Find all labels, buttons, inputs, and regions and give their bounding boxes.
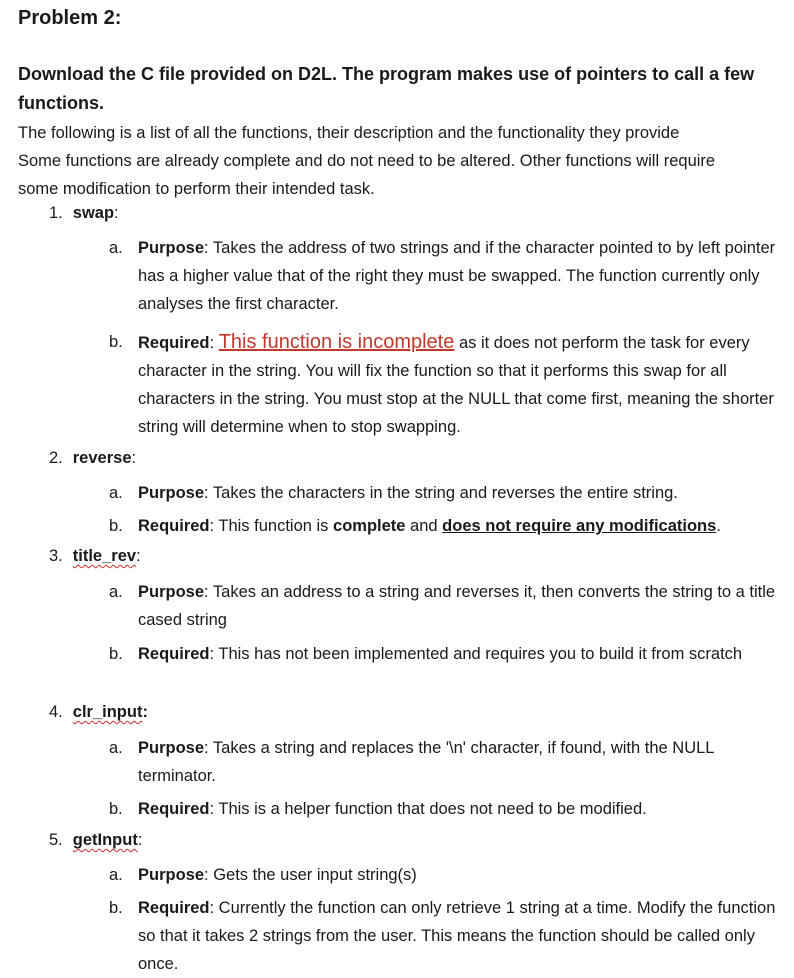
- sub-letter: b.: [109, 517, 123, 535]
- purpose-label: Purpose: [138, 866, 205, 884]
- sub-letter: a.: [109, 866, 123, 884]
- function-name: getInput: [72, 831, 138, 849]
- intro-paragraph: [18, 119, 794, 203]
- required-text: .: [716, 517, 721, 535]
- sub-letter: b.: [109, 899, 123, 917]
- title-rev-required: [109, 640, 789, 668]
- intro-line: Some functions are already complete and do not need to be altered. Other functions will require: [18, 152, 716, 170]
- purpose-text: : Takes the address of two strings and if the character pointed to by left pointer has a higher value that of the right they must be swapped. The function currently only analyses the first character.: [138, 239, 776, 313]
- no-modification-phrase: does not require any modifications: [442, 517, 717, 535]
- colon: :: [137, 831, 143, 849]
- complete-word: complete: [333, 517, 406, 535]
- getinput-purpose: [109, 861, 789, 889]
- swap-required: b. Required: This function is incomplete as it does not perform the task for every character in the string. You will fix the function so that it performs this swap for all characters in the string. You must stop at the NULL that come first, meaning the shorter string will determine when to stop swapping.: [109, 328, 789, 441]
- item-number: 3.: [49, 547, 63, 565]
- required-text: and: [405, 517, 443, 535]
- function-name: clr_input: [72, 703, 143, 721]
- sub-letter: a.: [109, 484, 123, 502]
- sub-letter: b.: [109, 800, 123, 818]
- purpose-text: : Takes the characters in the string and reverses the entire string.: [204, 484, 678, 502]
- list-item-title-rev: [49, 547, 141, 566]
- required-text: : This has not been implemented and requires you to build it from scratch: [209, 645, 743, 663]
- swap-purpose: [109, 234, 789, 318]
- problem-heading: Problem 2:: [18, 7, 122, 29]
- purpose-label: Purpose: [138, 739, 205, 757]
- item-number: 2.: [49, 449, 63, 467]
- sub-letter: a.: [109, 239, 123, 257]
- function-name: title_rev: [72, 547, 137, 565]
- function-name: swap: [72, 204, 115, 222]
- item-number: 1.: [49, 204, 63, 222]
- item-number: 4.: [49, 703, 63, 721]
- required-label: Required: [138, 517, 210, 535]
- required-text: : This function is: [209, 517, 334, 535]
- purpose-text: : Takes an address to a string and reverses it, then converts the string to a title cased string: [138, 583, 776, 629]
- required-label: Required: [138, 645, 210, 663]
- sub-letter: a.: [109, 583, 123, 601]
- intro-line: some modification to perform their intended task.: [18, 180, 375, 198]
- required-label: Required: [138, 334, 210, 352]
- incomplete-highlight: This function is incomplete: [218, 331, 455, 353]
- sub-letter: b.: [109, 645, 123, 663]
- intro-instruction: Download the C file provided on D2L. The program makes use of pointers to call a few functions.: [18, 64, 755, 113]
- required-label: Required: [138, 899, 210, 917]
- colon: :: [114, 204, 119, 222]
- required-text: : Currently the function can only retrieve 1 string at a time. Modify the function so that it takes 2 strings from the user. This means the function should be called only once.: [138, 899, 776, 973]
- purpose-label: Purpose: [138, 239, 205, 257]
- function-name: reverse: [72, 449, 132, 467]
- clr-input-required: [109, 795, 789, 823]
- reverse-purpose: [109, 479, 789, 507]
- purpose-text: : Gets the user input string(s): [204, 866, 417, 884]
- title-rev-purpose: [109, 578, 789, 634]
- colon: :: [142, 703, 148, 721]
- sub-letter: a.: [109, 739, 123, 757]
- required-text: : This is a helper function that does not need to be modified.: [209, 800, 647, 818]
- sub-letter: b.: [109, 333, 123, 351]
- list-item-reverse: [49, 449, 136, 468]
- clr-input-purpose: [109, 734, 789, 790]
- required-label: Required: [138, 800, 210, 818]
- purpose-label: Purpose: [138, 583, 205, 601]
- required-text: as it does not perform the task for every character in the string. You will fix the function so that it performs this swap for all characters in the string. You must stop at the NULL that come first, meaning the shorter string will determine when to stop swapping.: [138, 334, 774, 436]
- list-item-getinput: [49, 831, 142, 850]
- purpose-label: Purpose: [138, 484, 205, 502]
- colon: :: [131, 449, 137, 467]
- list-item-clr-input: [49, 703, 148, 722]
- reverse-required: [109, 512, 789, 540]
- intro-line: The following is a list of all the functions, their description and the functionality they provide: [18, 124, 680, 142]
- purpose-text: : Takes a string and replaces the '\n' character, if found, with the NULL terminator.: [138, 739, 714, 785]
- list-item-swap: [49, 204, 119, 223]
- getinput-required: [109, 894, 789, 978]
- item-number: 5.: [49, 831, 63, 849]
- colon: :: [136, 547, 141, 565]
